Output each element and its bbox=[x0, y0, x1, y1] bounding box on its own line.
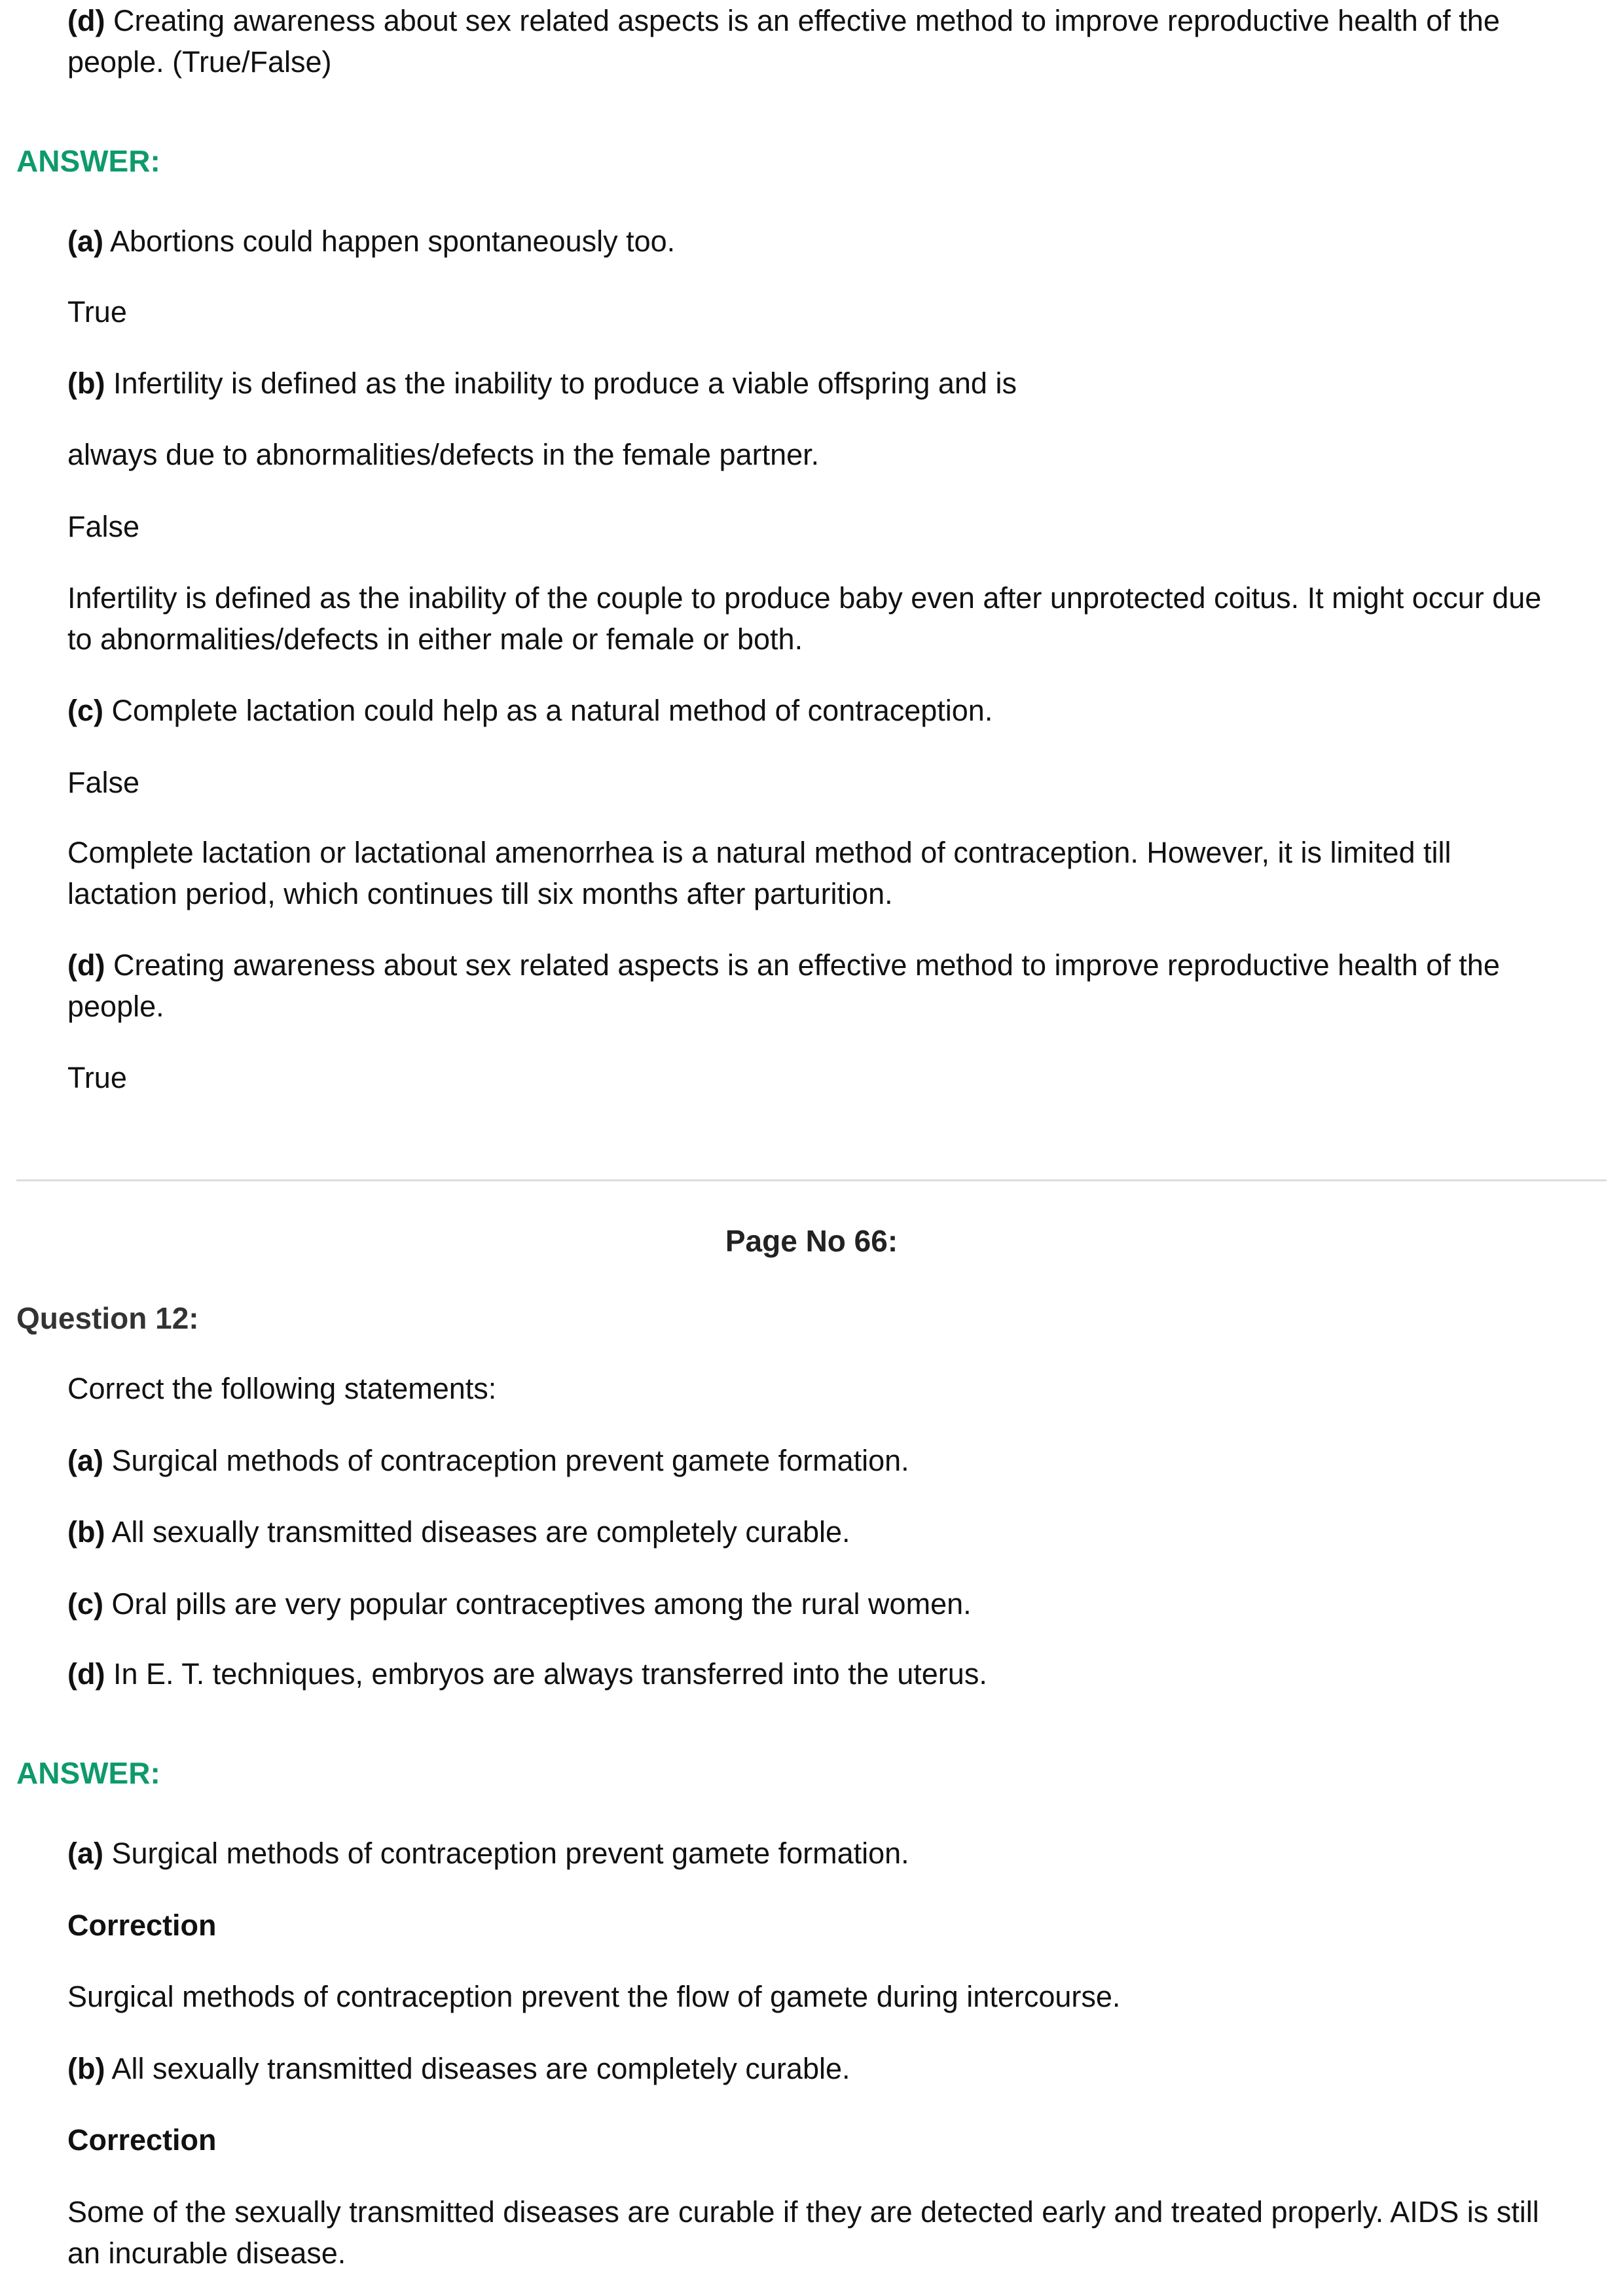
item-label: (a) bbox=[67, 1444, 103, 1477]
question-intro: Correct the following statements: bbox=[67, 1372, 497, 1405]
answer-a bbox=[67, 1833, 909, 1874]
answer-b-explanation bbox=[67, 577, 1541, 660]
text-line: Creating awareness about sex related aspects is an effective method to improve reproductive health of the bbox=[113, 948, 1500, 982]
item-label: (d) bbox=[67, 4, 105, 37]
answer-d bbox=[67, 944, 1500, 1027]
answer-a-correction: Surgical methods of contraception prevent the flow of gamete during intercourse. bbox=[67, 1980, 1121, 2013]
item-text: Infertility is defined as the inability to produce a viable offspring and is bbox=[113, 367, 1017, 400]
text-line: Complete lactation or lactational amenorrhea is a natural method of contraception. However, it is limited till bbox=[67, 836, 1451, 869]
answer-a bbox=[67, 221, 675, 262]
question-heading: Question 12: bbox=[16, 1301, 199, 1335]
item-text: Abortions could happen spontaneously too. bbox=[110, 224, 676, 258]
text-line: Some of the sexually transmitted diseases are curable if they are detected early and treated properly. AIDS is still bbox=[67, 2195, 1539, 2229]
page-number-heading: Page No 66: bbox=[725, 1224, 898, 1258]
answer-c-explanation bbox=[67, 832, 1451, 914]
correction-label: Correction bbox=[67, 1909, 217, 1942]
item-text: Complete lactation could help as a natural method of contraception. bbox=[111, 694, 993, 727]
answer-b-result: False bbox=[67, 510, 140, 543]
answer-c-result: False bbox=[67, 766, 140, 799]
text-line: Infertility is defined as the inability of the couple to produce baby even after unprotected coitus. It might occur due bbox=[67, 581, 1542, 615]
item-label: (d) bbox=[67, 948, 105, 982]
item-label: (b) bbox=[67, 2052, 105, 2085]
item-text: Oral pills are very popular contraceptives among the rural women. bbox=[111, 1587, 972, 1621]
question-d-statement bbox=[67, 0, 1500, 82]
item-text: Surgical methods of contraception prevent gamete formation. bbox=[111, 1837, 909, 1870]
item-label: (c) bbox=[67, 694, 103, 727]
question-item bbox=[67, 1583, 972, 1624]
text-line: to abnormalities/defects in either male or female or both. bbox=[67, 622, 803, 656]
question-item bbox=[67, 1440, 909, 1481]
answer-heading: ANSWER: bbox=[16, 1756, 160, 1790]
text-line: Creating awareness about sex related aspects is an effective method to improve reproductive health of the bbox=[113, 4, 1500, 37]
answer-a-result: True bbox=[67, 295, 127, 329]
answer-heading: ANSWER: bbox=[16, 144, 160, 178]
item-text: All sexually transmitted diseases are completely curable. bbox=[111, 1515, 850, 1549]
item-text: All sexually transmitted diseases are completely curable. bbox=[111, 2052, 850, 2085]
answer-b-continued: always due to abnormalities/defects in the female partner. bbox=[67, 438, 820, 471]
item-text: In E. T. techniques, embryos are always transferred into the uterus. bbox=[113, 1657, 987, 1691]
text-line: people. (True/False) bbox=[67, 45, 332, 79]
answer-c bbox=[67, 690, 993, 731]
question-item bbox=[67, 1511, 850, 1552]
item-label: (d) bbox=[67, 1657, 105, 1691]
answer-b bbox=[67, 363, 1017, 404]
item-label: (a) bbox=[67, 224, 103, 258]
answer-d-result: True bbox=[67, 1061, 127, 1094]
correction-label: Correction bbox=[67, 2123, 217, 2157]
question-item bbox=[67, 1653, 987, 1695]
answer-b bbox=[67, 2048, 850, 2089]
text-line: people. bbox=[67, 990, 164, 1023]
answer-b-correction bbox=[67, 2191, 1539, 2274]
item-label: (b) bbox=[67, 367, 105, 400]
item-label: (b) bbox=[67, 1515, 105, 1549]
item-label: (a) bbox=[67, 1837, 103, 1870]
item-text: Surgical methods of contraception prevent gamete formation. bbox=[111, 1444, 909, 1477]
text-line: lactation period, which continues till six months after parturition. bbox=[67, 877, 893, 910]
item-label: (c) bbox=[67, 1587, 103, 1621]
text-line: an incurable disease. bbox=[67, 2236, 346, 2270]
section-divider bbox=[16, 1179, 1607, 1181]
